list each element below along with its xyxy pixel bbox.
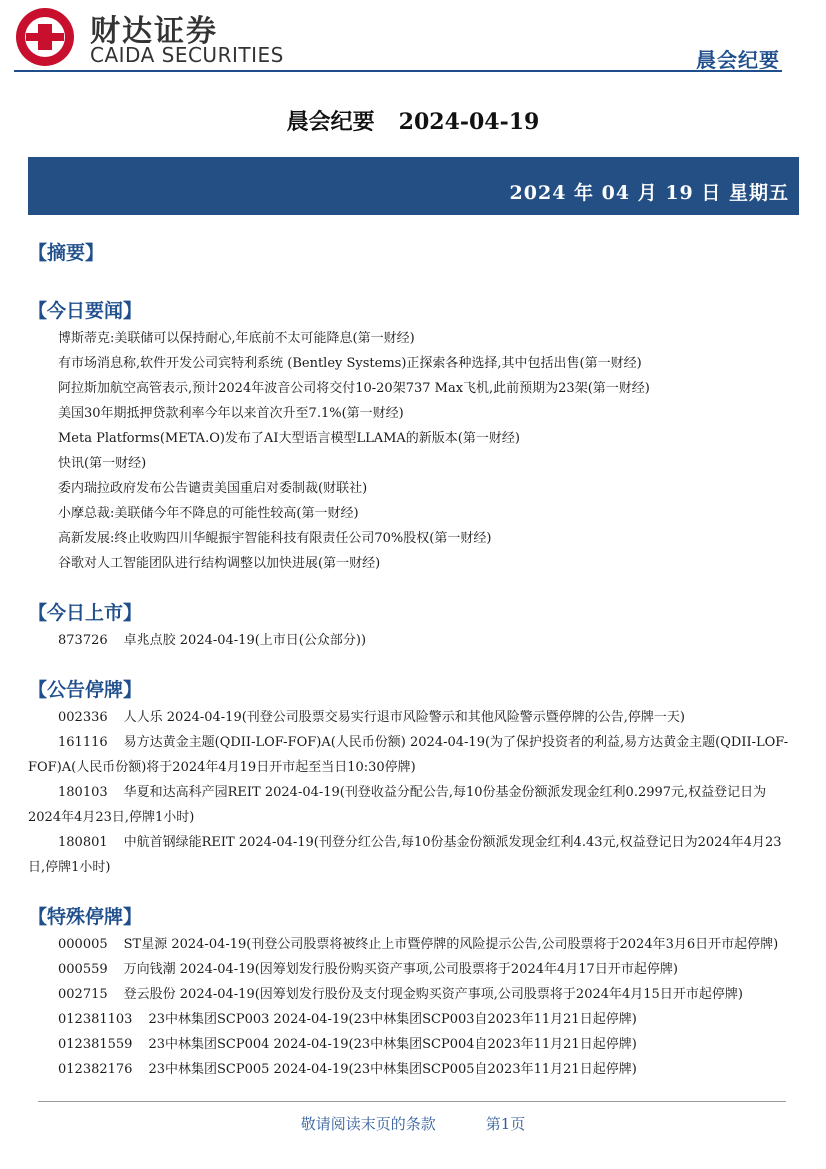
section-title-special: 【特殊停牌】	[28, 906, 143, 928]
page-number: 第1页	[485, 1115, 526, 1133]
news-item: 美国30年期抵押贷款利率今年以来首次升至7.1%(第一财经)	[58, 406, 404, 421]
news-item: Meta Platforms(META.O)发布了AI大型语言模型LLAMA的新版本(第一财经)	[58, 431, 520, 446]
halt-text: 人人乐 2024-04-19(刊登公司股票交易实行退市风险警示和其他风险警示暨停牌的公告,停牌一天)	[123, 710, 686, 725]
caida-logo	[14, 6, 76, 68]
halt-text: 中航首钢绿能REIT 2024-04-19(刊登分红公告,每10份基金份额派发现金红利4.43元,权益登记日为2024年4月23日,停牌1小时)	[28, 835, 782, 875]
listing-item	[28, 628, 796, 653]
stock-code: 012381103	[58, 1012, 133, 1027]
halt-text: 易方达黄金主题(QDII-LOF-FOF)A(人民币份额) 2024-04-19(为了保护投资者的利益,易方达黄金主题(QDII-LOF-FOF)A(人民币份额)将于2024年4月19日开市起至当日10:30停牌)	[28, 735, 789, 775]
news-item: 阿拉斯加航空高管表示,预计2024年波音公司将交付10-20架737 Max飞机,此前预期为23架(第一财经)	[58, 381, 650, 396]
halt-item	[28, 730, 796, 780]
special-text: 23中林集团SCP003 2024-04-19(23中林集团SCP003自2023年11月21日起停牌)	[148, 1012, 637, 1027]
document-title	[0, 105, 826, 136]
special-item	[28, 1007, 796, 1032]
stock-code: 000005	[58, 937, 108, 952]
halt-text: 华夏和达高科产园REIT 2024-04-19(刊登收益分配公告,每10份基金份额派发现金红利0.2997元,权益登记日为2024年4月23日,停牌1小时)	[28, 785, 767, 825]
special-item	[28, 957, 796, 982]
section-title-halt: 【公告停牌】	[28, 679, 143, 701]
special-text: 万向钱潮 2024-04-19(因筹划发行股份购买资产事项,公司股票将于2024年4月17日开市起停牌)	[123, 962, 678, 977]
special-text: 23中林集团SCP004 2024-04-19(23中林集团SCP004自2023年11月21日起停牌)	[148, 1037, 637, 1052]
stock-code: 873726	[58, 633, 108, 648]
stock-code: 180801	[58, 835, 108, 850]
stock-code: 180103	[58, 785, 108, 800]
news-item: 小摩总裁:美联储今年不降息的可能性较高(第一财经)	[58, 506, 359, 521]
stock-code: 012382176	[58, 1062, 133, 1077]
listing-text: 卓兆点胶 2024-04-19(上市日(公众部分))	[123, 633, 367, 648]
footer-notice: 敬请阅读末页的条款	[300, 1115, 436, 1133]
stock-code: 161116	[58, 735, 108, 750]
date-banner	[28, 157, 799, 215]
news-item: 博斯蒂克:美联储可以保持耐心,年底前不太可能降息(第一财经)	[58, 331, 415, 346]
special-item	[28, 1057, 796, 1082]
stock-code: 012381559	[58, 1037, 133, 1052]
brand-name-en: CAIDA SECURITIES	[90, 43, 284, 67]
special-text: 登云股份 2024-04-19(因筹划发行股份及支付现金购买资产事项,公司股票将于2024年4月15日开市起停牌)	[123, 987, 743, 1002]
news-item: 谷歌对人工智能团队进行结构调整以加快进展(第一财经)	[58, 556, 381, 571]
banner-date: 2024 年 04 月 19 日 星期五	[509, 182, 789, 204]
section-title-summary: 【摘要】	[28, 242, 105, 264]
document-title-name: 晨会纪要	[286, 109, 375, 135]
news-item: 有市场消息称,软件开发公司宾特利系统 (Bentley Systems)正探索各种选择,其中包括出售(第一财经)	[58, 356, 642, 371]
special-item	[28, 1032, 796, 1057]
news-list	[28, 326, 796, 576]
stock-code: 000559	[58, 962, 108, 977]
special-item	[28, 982, 796, 1007]
news-item: 委内瑞拉政府发布公告谴责美国重启对委制裁(财联社)	[58, 481, 368, 496]
report-content	[28, 238, 796, 1082]
halt-item	[28, 780, 796, 830]
news-item: 高新发展:终止收购四川华鲲振宇智能科技有限责任公司70%股权(第一财经)	[58, 531, 492, 546]
header-divider	[14, 70, 782, 72]
news-item: 快讯(第一财经)	[58, 456, 147, 471]
stock-code: 002715	[58, 987, 108, 1002]
special-list	[28, 932, 796, 1082]
footer-divider	[38, 1101, 786, 1102]
halt-item	[28, 705, 796, 730]
listing-list	[28, 628, 796, 653]
halt-list	[28, 705, 796, 880]
special-text: 23中林集团SCP005 2024-04-19(23中林集团SCP005自2023年11月21日起停牌)	[148, 1062, 637, 1077]
special-text: ST星源 2024-04-19(刊登公司股票将被终止上市暨停牌的风险提示公告,公司股票将于2024年3月6日开市起停牌)	[123, 937, 779, 952]
section-title-news: 【今日要闻】	[28, 300, 143, 322]
document-title-date: 2024-04-19	[398, 109, 540, 135]
brand-name-cn: 财达证券	[90, 14, 218, 49]
stock-code: 002336	[58, 710, 108, 725]
page-footer	[0, 1113, 826, 1134]
header-report-type: 晨会纪要	[696, 48, 780, 72]
halt-item	[28, 830, 796, 880]
section-title-listing: 【今日上市】	[28, 602, 143, 624]
special-item	[28, 932, 796, 957]
